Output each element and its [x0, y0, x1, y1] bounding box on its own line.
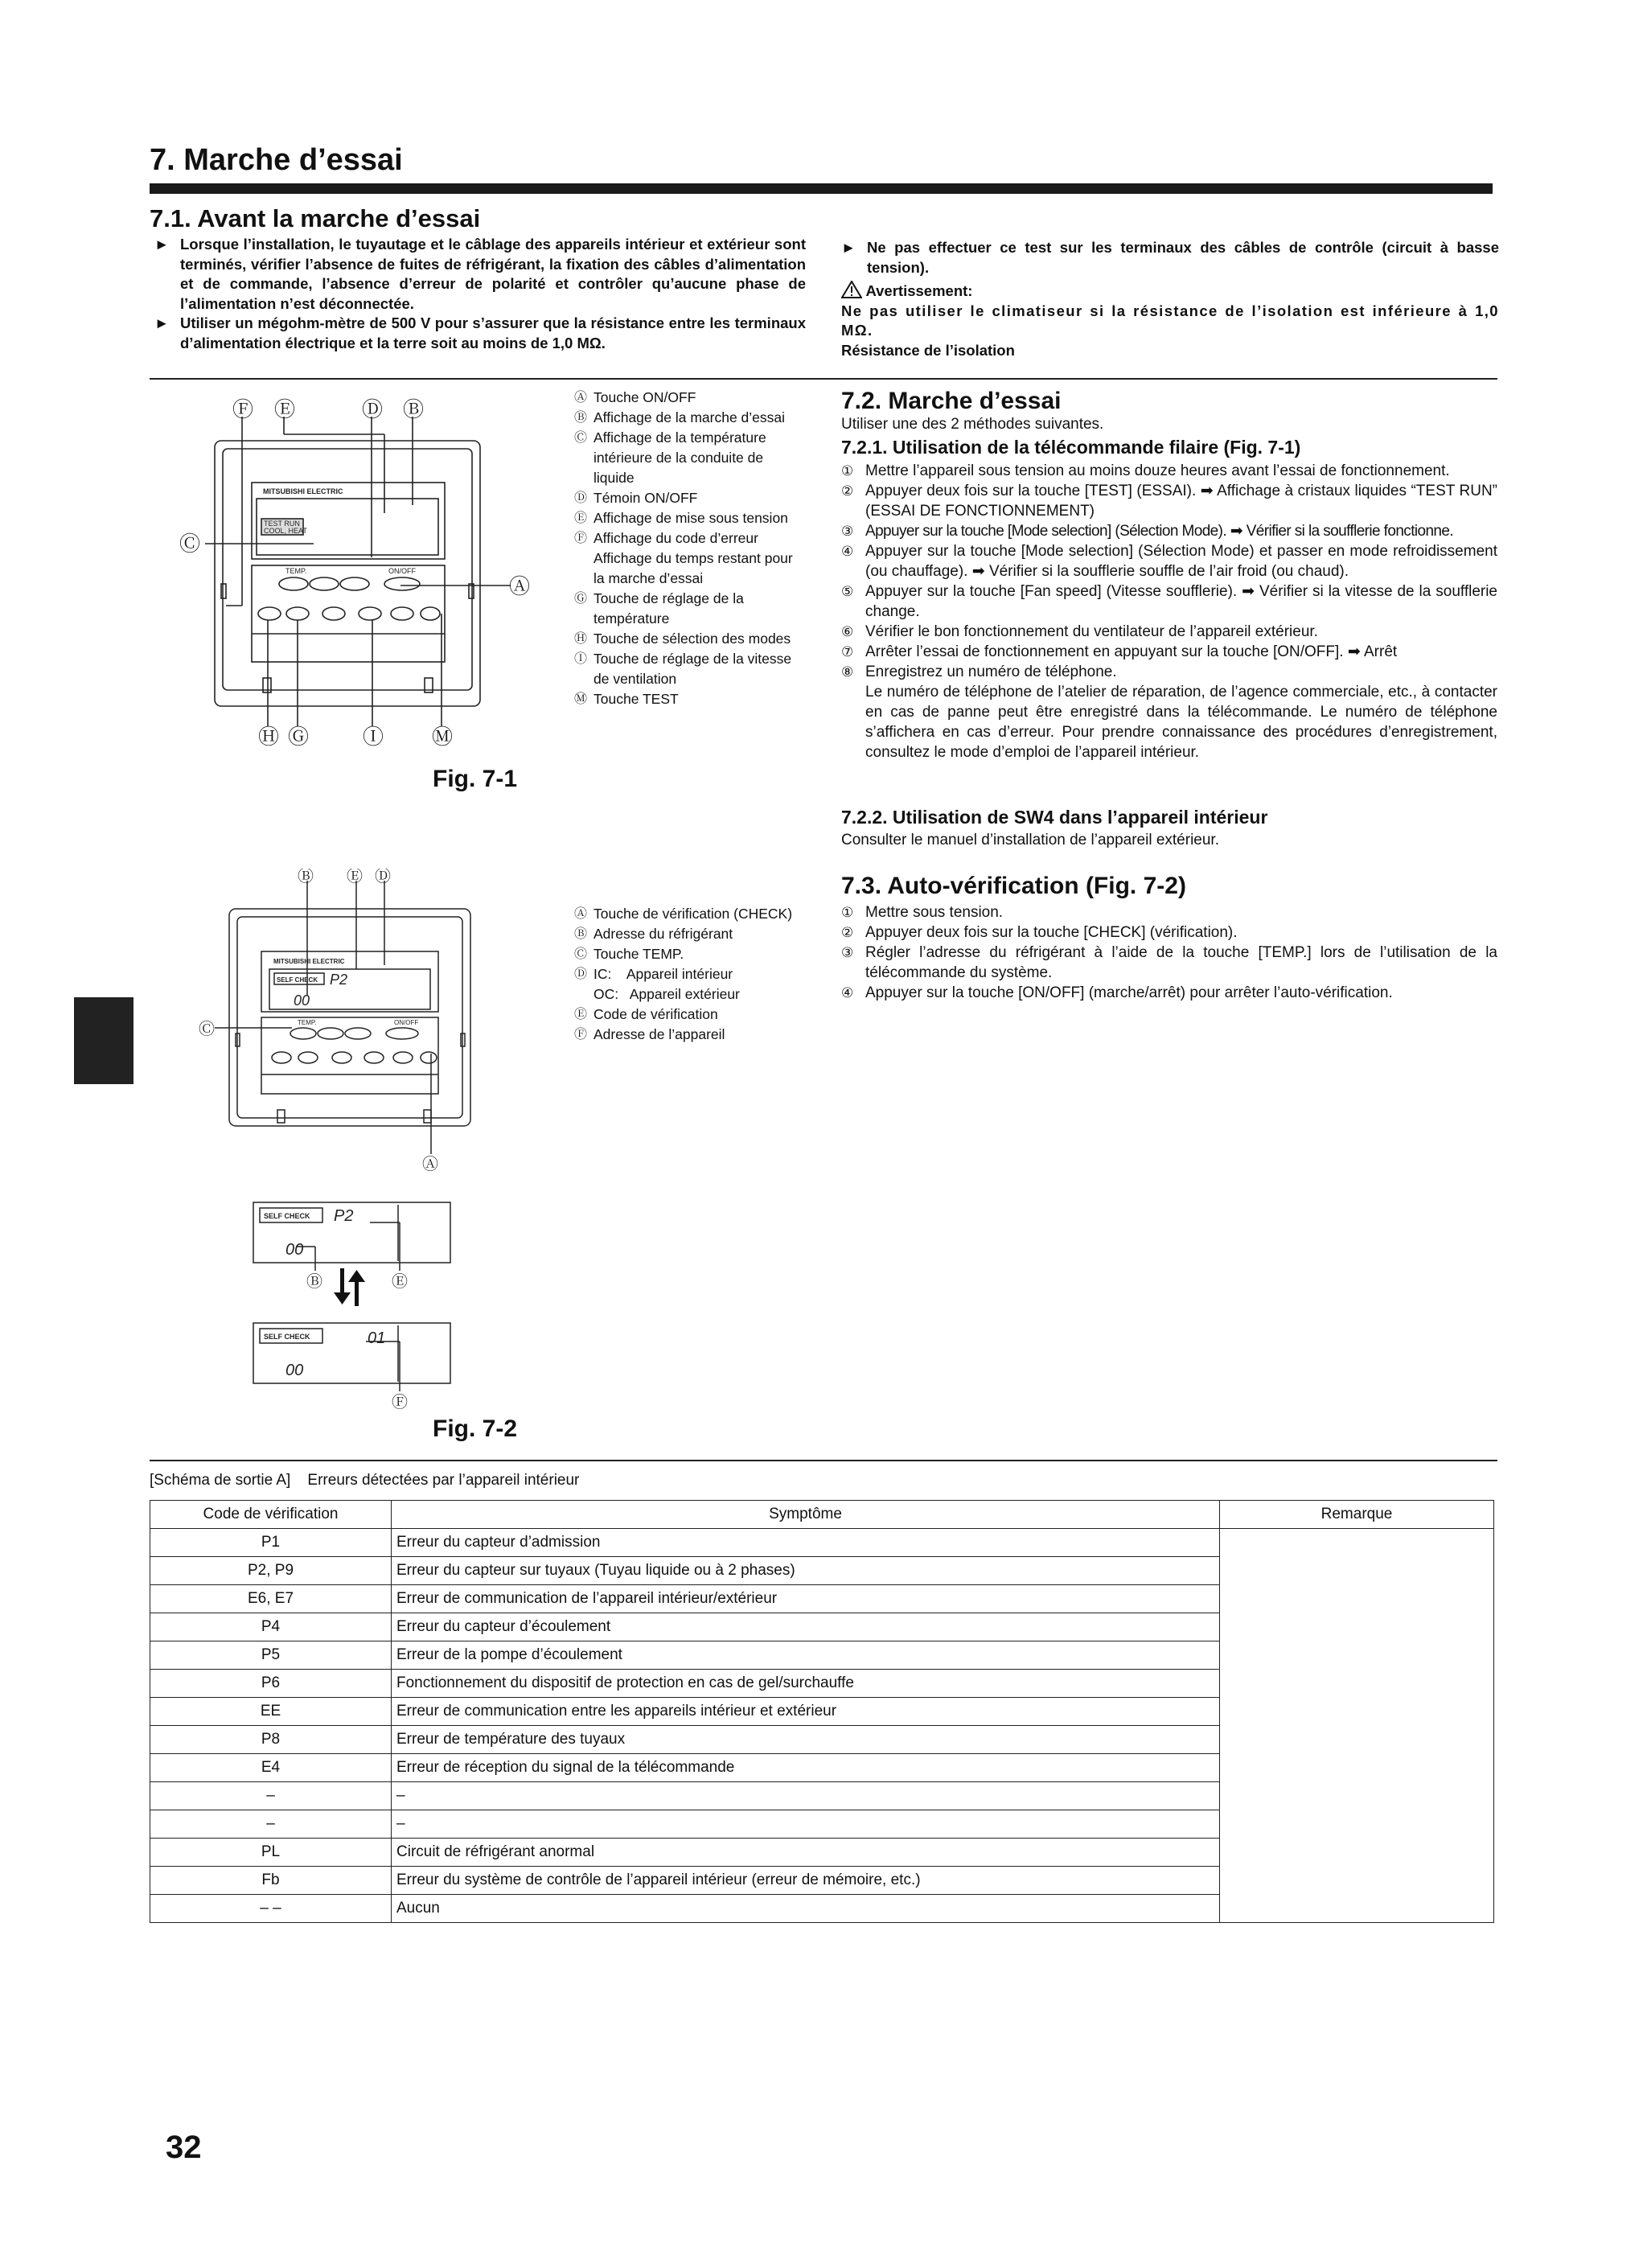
fig2-callout-f: Ⓕ	[392, 1394, 408, 1411]
s71-right-block	[841, 238, 1499, 360]
fig1-callout-a: Ⓐ	[509, 574, 531, 598]
fig1-legend-item	[574, 629, 807, 649]
toggle-arrows-icon	[334, 1268, 365, 1306]
fig1-legend-item	[574, 589, 807, 629]
s71-bullet-2-text: Utiliser un mégohm-mètre de 500 V pour s’assurer que la résistance entre les terminaux d’alimentation électrique et la terre soit au moins de 1,0 MΩ.	[180, 314, 806, 351]
fig1-legend	[574, 388, 807, 709]
fig1-callout-d: Ⓓ	[362, 397, 384, 421]
legend-marker: Ⓖ	[574, 592, 588, 606]
step-text: Appuyer sur la touche [Mode selection] (Sélection Mode) et passer en mode refroidissement (ou chauffage). ➡ Vérifier si la soufflerie souffle de l’air froid (ou chaud).	[865, 543, 1497, 580]
fig2-legend-item	[574, 944, 815, 964]
fig1-callout-g: Ⓖ	[288, 725, 310, 746]
cell-symptom: Erreur du système de contrôle de l’appareil intérieur (erreur de mémoire, etc.)	[392, 1867, 1220, 1895]
step-item	[841, 461, 1497, 481]
s72-intro: Utiliser une des 2 méthodes suivantes.	[841, 416, 1104, 433]
section-rule	[150, 378, 1497, 380]
fig2-legend-item	[574, 924, 815, 944]
legend-text: Affichage de la température intérieure de la conduite de liquide	[593, 429, 766, 486]
cell-symptom: Erreur de température des tuyaux	[392, 1726, 1220, 1754]
triangle-bullet-icon: ►	[154, 236, 170, 253]
error-code-table-wrap	[150, 1500, 1494, 1923]
step-item	[841, 943, 1497, 983]
step-item	[841, 581, 1497, 622]
triangle-bullet-icon: ►	[841, 239, 856, 256]
fig2-callout-c: Ⓒ	[199, 1021, 215, 1038]
col-header-code: Code de vérification	[150, 1501, 392, 1529]
cell-symptom: Erreur de réception du signal de la télécommande	[392, 1754, 1220, 1782]
cell-symptom: Aucun	[392, 1895, 1220, 1923]
legend-text: Touche TEMP.	[593, 946, 684, 962]
s71-right-bullet	[841, 238, 1499, 277]
fig1-callout-m: Ⓜ	[432, 725, 454, 746]
step-text: Appuyer sur la touche [Mode selection] (Sélection Mode). ➡ Vérifier si la soufflerie fonctionne.	[865, 523, 1454, 540]
page-number: 32	[166, 2130, 202, 2165]
legend-text: Adresse de l’appareil	[593, 1026, 725, 1042]
fig1-callout-h: Ⓗ	[258, 725, 280, 746]
step-item	[841, 481, 1497, 521]
fig2-callout-b-lower: Ⓑ	[306, 1273, 322, 1291]
s73-steps	[841, 902, 1497, 1003]
fig-7-1-label: Fig. 7-1	[433, 766, 518, 792]
cell-symptom: Erreur du capteur d’admission	[392, 1529, 1220, 1557]
legend-marker: Ⓜ	[574, 692, 588, 706]
step-text: Enregistrez un numéro de téléphone.	[865, 664, 1117, 680]
legend-text: Adresse du réfrigérant	[593, 926, 733, 942]
s71-bullet-1	[154, 235, 806, 314]
step-text: Mettre l’appareil sous tension au moins douze heures avant l’essai de fonctionnement.	[865, 462, 1450, 479]
col-header-remark: Remarque	[1220, 1501, 1494, 1529]
warning-icon	[841, 281, 862, 298]
legend-text: Affichage du code d’erreur Affichage du temps restant pour la marche d’essai	[593, 530, 793, 586]
self-check-label-1: SELF CHECK	[264, 1212, 310, 1220]
col-header-symptom: Symptôme	[392, 1501, 1220, 1529]
s71-bullet-2	[154, 314, 806, 353]
cell-code: EE	[150, 1698, 392, 1726]
fig2-legend-item	[574, 984, 815, 1005]
s71-right-bullet-text: Ne pas effectuer ce test sur les terminaux des câbles de contrôle (circuit à basse tension).	[867, 239, 1499, 276]
step-number: ⑥	[841, 624, 854, 639]
legend-text: Touche de réglage de la température	[593, 590, 744, 627]
legend-text: Témoin ON/OFF	[593, 490, 698, 506]
cell-code: –	[150, 1810, 392, 1839]
legend-text: Touche TEST	[593, 691, 679, 707]
legend-marker: Ⓗ	[574, 632, 588, 646]
cell-code: P2, P9	[150, 1557, 392, 1585]
legend-text: Touche ON/OFF	[593, 389, 696, 405]
table-row	[150, 1529, 1494, 1557]
cell-code: P8	[150, 1726, 392, 1754]
fig2-callout-a: Ⓐ	[422, 1156, 438, 1173]
cell-symptom: Erreur de la pompe d’écoulement	[392, 1641, 1220, 1670]
cell-code: – –	[150, 1895, 392, 1923]
display2-unit-address: 01	[368, 1329, 386, 1347]
step-number: ④	[841, 985, 854, 1000]
cell-code: P1	[150, 1529, 392, 1557]
step-8-detail-text: Le numéro de téléphone de l’atelier de réparation, de l’agence commerciale, etc., à contacter en cas de panne peut être enregistré dans la télécommande. Le numéro de téléphone s’affichera en cas d’erreur. Pour prendre connaissance des procédures d’enregistrement, consultez le mode d’emploi de l’appareil intérieur.	[865, 684, 1497, 761]
legend-marker: Ⓑ	[574, 411, 588, 425]
legend-marker: Ⓓ	[574, 968, 588, 981]
s722-text: Consulter le manuel d’installation de l’appareil extérieur.	[841, 832, 1219, 848]
temp-label-2: TEMP.	[298, 1019, 317, 1026]
step-text: Appuyer deux fois sur la touche [CHECK] (vérification).	[865, 924, 1238, 941]
step-text: Mettre sous tension.	[865, 904, 1004, 921]
table-header-row	[150, 1501, 1494, 1529]
s71-left-block	[154, 235, 806, 353]
fig-7-2-label: Fig. 7-2	[433, 1415, 518, 1442]
step-item	[841, 541, 1497, 581]
fig1-callout-b: Ⓑ	[403, 397, 425, 421]
title-rule	[150, 183, 1493, 194]
legend-marker: Ⓕ	[574, 532, 588, 545]
step-number: ⑦	[841, 644, 854, 659]
warning-line	[841, 281, 1499, 302]
page-title: 7. Marche d’essai	[150, 143, 403, 177]
cell-remark	[1220, 1529, 1494, 1923]
s721-steps	[841, 461, 1497, 762]
fig2-legend-item	[574, 1005, 815, 1025]
legend-marker: Ⓔ	[574, 512, 588, 525]
fig1-legend-item	[574, 649, 807, 689]
remote-controller-fig-7-1	[173, 392, 543, 746]
legend-text: Affichage de la marche d’essai	[593, 409, 786, 425]
error-code-table	[150, 1500, 1494, 1923]
step-number: ③	[841, 945, 854, 960]
fig1-legend-item	[574, 528, 807, 589]
self-check-label-main: SELF CHECK	[277, 976, 318, 984]
legend-text: OC: Appareil extérieur	[593, 986, 740, 1002]
triangle-bullet-icon: ►	[154, 314, 170, 331]
step-number: ②	[841, 925, 854, 940]
cell-code: P6	[150, 1670, 392, 1698]
step-number: ⑧	[841, 664, 854, 680]
fig1-legend-item	[574, 488, 807, 508]
table-rule	[150, 1460, 1497, 1461]
step-number: ④	[841, 544, 854, 559]
warning-text: Ne pas utiliser le climatiseur si la résistance de l’isolation est inférieure à 1,0 MΩ.	[841, 302, 1499, 339]
legend-text: Code de vérification	[593, 1006, 718, 1022]
step-item	[841, 642, 1497, 662]
display2-address: 00	[285, 1362, 304, 1379]
s722-heading: 7.2.2. Utilisation de SW4 dans l’appareil intérieur	[841, 807, 1268, 828]
fig1-callout-c: Ⓒ	[179, 532, 201, 556]
cell-symptom: Erreur du capteur d’écoulement	[392, 1613, 1220, 1641]
fig2-callout-e-lower: Ⓔ	[392, 1273, 408, 1291]
legend-marker: Ⓐ	[574, 391, 588, 405]
onoff-label-2: ON/OFF	[394, 1019, 419, 1026]
step-text: Appuyer sur la touche [ON/OFF] (marche/arrêt) pour arrêter l’auto-vérification.	[865, 984, 1393, 1001]
cell-symptom: Fonctionnement du dispositif de protection en cas de gel/surchauffe	[392, 1670, 1220, 1698]
cell-symptom: Erreur du capteur sur tuyaux (Tuyau liquide ou à 2 phases)	[392, 1557, 1220, 1585]
section-7-1-heading: 7.1. Avant la marche d’essai	[150, 204, 481, 232]
fig2-callout-e: Ⓔ	[347, 869, 363, 885]
display1-check-code: P2	[334, 1207, 354, 1225]
fig1-legend-item	[574, 408, 807, 428]
legend-marker: Ⓔ	[574, 1008, 588, 1021]
fig1-legend-item	[574, 428, 807, 488]
onoff-label: ON/OFF	[388, 567, 416, 575]
fig2-legend-item	[574, 904, 815, 924]
resistance-label: Résistance de l’isolation	[841, 341, 1015, 359]
legend-text: Touche de sélection des modes	[593, 631, 791, 647]
fig1-callout-e: Ⓔ	[274, 397, 296, 421]
chapter-side-tab	[74, 997, 133, 1084]
fig1-legend-item	[574, 388, 807, 408]
self-check-label-2: SELF CHECK	[264, 1333, 310, 1341]
cell-code: E4	[150, 1754, 392, 1782]
step-item	[841, 622, 1497, 642]
legend-marker: Ⓘ	[574, 652, 588, 666]
step-number: ③	[841, 524, 853, 539]
cell-code: P5	[150, 1641, 392, 1670]
step-item	[841, 662, 1497, 682]
display1-address: 00	[285, 1241, 304, 1259]
step-text: Appuyer sur la touche [Fan speed] (Vitesse soufflerie). ➡ Vérifier si la vitesse de la soufflerie change.	[865, 583, 1497, 620]
cell-code: PL	[150, 1839, 392, 1867]
legend-text: IC: Appareil intérieur	[593, 966, 733, 982]
s721-heading: 7.2.1. Utilisation de la télécommande filaire (Fig. 7-1)	[841, 437, 1301, 458]
legend-marker: Ⓑ	[574, 927, 588, 941]
step-number: ⑤	[841, 584, 854, 599]
cell-symptom: –	[392, 1810, 1220, 1839]
cell-symptom: Erreur de communication de l’appareil intérieur/extérieur	[392, 1585, 1220, 1613]
lcd-cool-heat: COOL, HEAT	[264, 527, 307, 535]
brand-label-2: MITSUBISHI ELECTRIC	[273, 958, 345, 965]
s71-bullet-1-text: Lorsque l’installation, le tuyautage et le câblage des appareils intérieur et extérieur sont terminés, vérifier l’absence de fuites de réfrigérant, la fixation des câbles d’alimentation et de commande, l’absence d’erreur de polarité et contrôler qu’aucune phase de l’alimentation n’est déconnectée.	[180, 236, 806, 312]
main-address: 00	[294, 992, 310, 1009]
step-item	[841, 983, 1497, 1003]
legend-marker: Ⓕ	[574, 1028, 588, 1042]
step-text: Régler l’adresse du réfrigérant à l’aide de la touche [TEMP.] lors de l’utilisation de la télécommande du système.	[865, 944, 1497, 981]
section-7-2-heading: 7.2. Marche d’essai	[841, 388, 1062, 414]
temp-label: TEMP.	[285, 567, 307, 575]
legend-text: Affichage de mise sous tension	[593, 510, 788, 526]
cell-code: Fb	[150, 1867, 392, 1895]
table-title: [Schéma de sortie A] Erreurs détectées par l’appareil intérieur	[150, 1472, 580, 1489]
warning-label: Avertissement:	[865, 282, 973, 299]
fig1-legend-item	[574, 689, 807, 709]
step-text: Appuyer deux fois sur la touche [TEST] (ESSAI). ➡ Affichage à cristaux liquides “TEST RUN” (ESSAI DE FONCTIONNEMENT)	[865, 483, 1497, 520]
lcd-test-run: TEST RUN	[264, 520, 300, 528]
step-item	[841, 521, 1497, 541]
step-text: Vérifier le bon fonctionnement du ventilateur de l’appareil extérieur.	[865, 623, 1318, 640]
main-check-code: P2	[330, 972, 348, 988]
fig1-callout-f: Ⓕ	[232, 397, 254, 421]
step-detail	[841, 682, 1497, 762]
fig2-legend-item	[574, 964, 815, 984]
brand-label: MITSUBISHI ELECTRIC	[263, 487, 343, 495]
fig2-callout-b: Ⓑ	[298, 869, 314, 885]
cell-code: E6, E7	[150, 1585, 392, 1613]
legend-text: Touche de vérification (CHECK)	[593, 906, 793, 922]
step-item	[841, 922, 1497, 943]
cell-symptom: Erreur de communication entre les appareils intérieur et extérieur	[392, 1698, 1220, 1726]
legend-marker: Ⓓ	[574, 491, 588, 505]
cell-symptom: –	[392, 1782, 1220, 1810]
step-number: ①	[841, 905, 854, 920]
legend-marker: Ⓒ	[574, 431, 588, 445]
step-number: ②	[841, 483, 854, 499]
fig2-callout-d: Ⓓ	[375, 869, 391, 885]
cell-symptom: Circuit de réfrigérant anormal	[392, 1839, 1220, 1867]
step-number: ①	[841, 463, 854, 479]
fig1-legend-item	[574, 508, 807, 528]
fig2-legend	[574, 904, 815, 1045]
legend-text: Touche de réglage de la vitesse de ventilation	[593, 651, 792, 687]
legend-marker: Ⓐ	[574, 907, 588, 921]
fig2-legend-item	[574, 1025, 815, 1045]
cell-code: –	[150, 1782, 392, 1810]
legend-marker: Ⓒ	[574, 947, 588, 961]
remote-controller-fig-7-2	[197, 869, 487, 1415]
fig1-callout-i: Ⓘ	[363, 725, 384, 746]
cell-code: P4	[150, 1613, 392, 1641]
step-text: Arrêter l’essai de fonctionnement en appuyant sur la touche [ON/OFF]. ➡ Arrêt	[865, 643, 1398, 660]
section-7-3-heading: 7.3. Auto-vérification (Fig. 7-2)	[841, 873, 1186, 899]
step-item	[841, 902, 1497, 922]
